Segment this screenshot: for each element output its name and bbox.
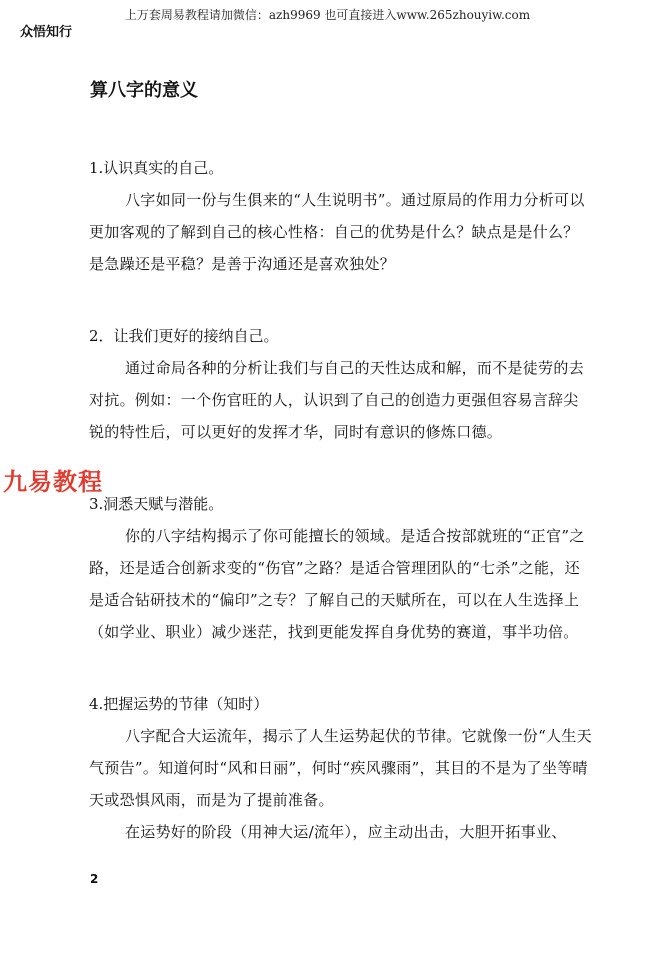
section-3-paragraph: 你的八字结构揭示了你可能擅长的领域。是适合按部就班的“正官”之路，还是适合创新求变的“伤官”之路？是适合管理团队的“七杀”之能，还是适合钻研技术的“偏印”之专？了解自己的天赋所在，可以在人生选择上（如学业、职业）减少迷茫，找到更能发挥自身优势的赛道，事半功倍。: [89, 527, 585, 641]
section-1-heading: 1.认识真实的自己。: [89, 159, 224, 177]
section-4-paragraph-2: 在运势好的阶段（用神大运/流年），应主动出击，大胆开拓事业、: [125, 823, 567, 841]
brand-name: 众悟知行: [20, 25, 73, 40]
section-3-heading: 3.洞悉天赋与潜能。: [89, 495, 224, 513]
section-2-heading: 2．让我们更好的接纳自己。: [89, 327, 279, 345]
section-1-paragraph: 八字如同一份与生俱来的“人生说明书”。通过原局的作用力分析可以更加客观的了解到自己的核心性格：自己的优势是什么？缺点是是什么？是急躁还是平稳？是善于沟通还是喜欢独处？: [89, 191, 585, 273]
page-number: 2: [90, 872, 99, 886]
watermark-logo-text: 九易教程: [3, 468, 103, 496]
section-4-heading: 4.把握运势的节律（知时）: [89, 695, 269, 713]
section-4-paragraph-1: 八字配合大运流年，揭示了人生运势起伏的节律。它就像一份“人生天气预告”。知道何时“风和日丽”，何时“疾风骤雨”，其目的不是为了坐等晴天或恐惧风雨，而是为了提前准备。: [89, 727, 592, 809]
top-notice: 上万套周易教程请加微信：azh9969 也可直接进入www.265zhouyiw.com: [124, 8, 531, 22]
page-title: 算八字的意义: [90, 80, 198, 101]
document-body: [89, 152, 593, 848]
section-2-paragraph: 通过命局各种的分析让我们与自己的天性达成和解，而不是徒劳的去对抗。例如：一个伤官旺的人，认识到了自己的创造力更强但容易言辞尖锐的特性后，可以更好的发挥才华，同时有意识的修炼口德。: [89, 359, 585, 441]
